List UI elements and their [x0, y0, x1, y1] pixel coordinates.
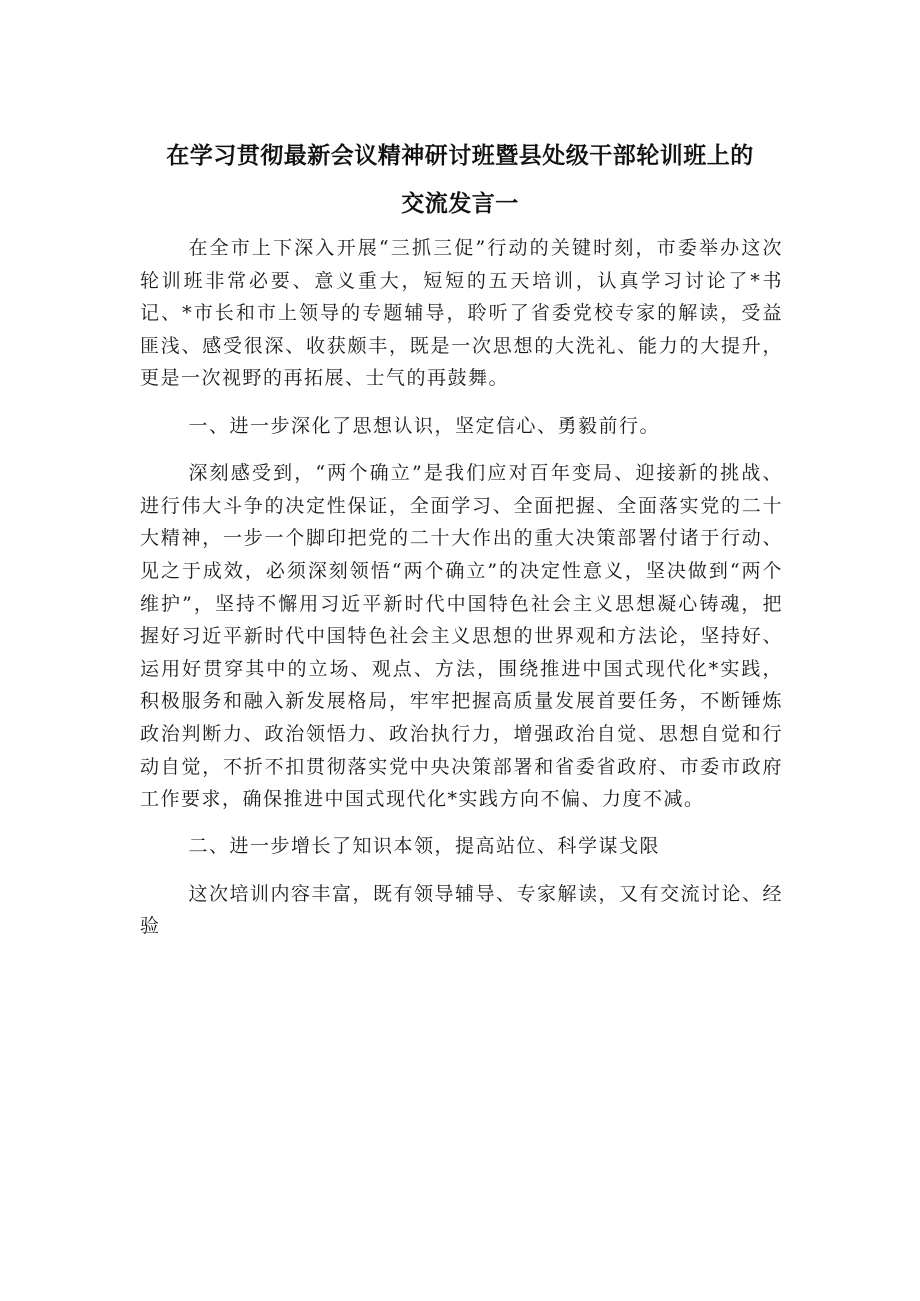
paragraph-section-2: 这次培训内容丰富，既有领导辅导、专家解读，又有交流讨论、经验 [140, 882, 783, 938]
document-title-line-2: 交流发言一 [401, 191, 519, 217]
paragraph-intro: 在全市上下深入开展“三抓三促”行动的关键时刻，市委举办这次轮训班非常必要、意义重大，短短的五天培训，认真学习讨论了*书记、*市长和市上领导的专题辅导，聆听了省委党校专家的解读，受益匪浅、感受很深、收获颇丰，既是一次思想的大洗礼、能力的大提升，更是一次视野的再拓展、士气的再鼓舞。 [140, 237, 783, 390]
section-heading-2: 二、进一步增长了知识本领，提高站位、科学谋戈限 [188, 835, 660, 858]
paragraph-section-1: 深刻感受到，“两个确立”是我们应对百年变局、迎接新的挑战、进行伟大斗争的决定性保证，全面学习、全面把握、全面落实党的二十大精神，一步一个脚印把党的二十大作出的重大决策部署付诸于行动、见之于成效，必须深刻领悟“两个确立”的决定性意义，坚决做到“两个维护”，坚持不懈用习近平新时代中国特色社会主义思想凝心铸魂，把握好习近平新时代中国特色社会主义思想的世界观和方法论，坚持好、运用好贯穿其中的立场、观点、方法，围绕推进中国式现代化*实践，积极服务和融入新发展格局，牢牢把握高质量发展首要任务，不断锤炼政治判断力、政治领悟力、政治执行力，增强政治自觉、思想自觉和行动自觉，不折不扣贯彻落实党中央决策部署和省委省政府、市委市政府工作要求，确保推进中国式现代化*实践方向不偏、力度不减。 [140, 462, 783, 811]
section-heading-1: 一、进一步深化了思想认识，坚定信心、勇毅前行。 [188, 414, 660, 437]
document-body [140, 232, 783, 943]
document-title-line-1: 在学习贯彻最新会议精神研讨班暨县处级干部轮训班上的 [166, 143, 754, 169]
